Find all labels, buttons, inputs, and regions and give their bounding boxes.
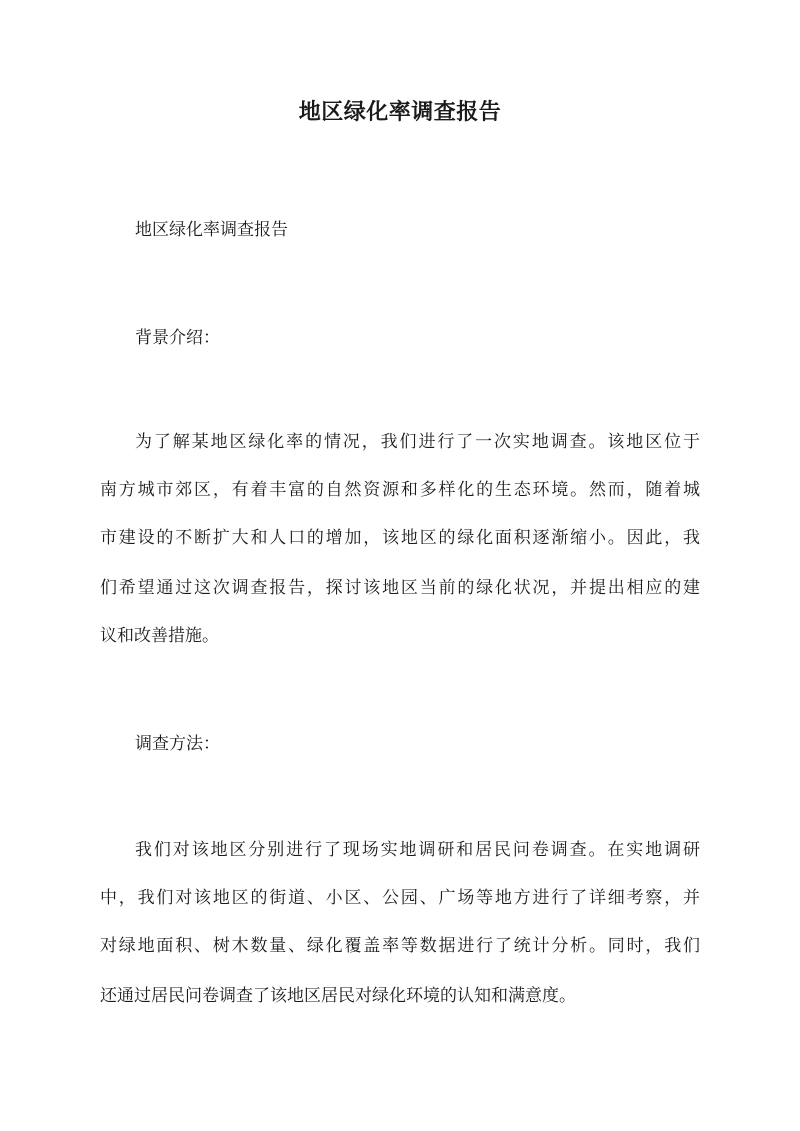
paragraph-line: 议和改善措施。 bbox=[100, 626, 219, 646]
paragraph-line: 为了解某地区绿化率的情况，我们进行了一次实地调查。该地区位于 bbox=[135, 432, 700, 452]
paragraph-line: 们希望通过这次调查报告，探讨该地区当前的绿化状况，并提出相应的建 bbox=[100, 578, 700, 598]
paragraph-line: 南方城市郊区，有着丰富的自然资源和多样化的生态环境。然而，随着城 bbox=[100, 480, 700, 500]
paragraph-line: 还通过居民问卷调查了该地区居民对绿化环境的认知和满意度。 bbox=[100, 986, 576, 1006]
section-heading-background: 背景介绍： bbox=[135, 328, 220, 348]
paragraph-line: 我们对该地区分别进行了现场实地调研和居民问卷调查。在实地调研 bbox=[135, 840, 700, 860]
paragraph-line: 中，我们对该地区的街道、小区、公园、广场等地方进行了详细考察，并 bbox=[100, 888, 700, 908]
paragraph-line: 市建设的不断扩大和人口的增加，该地区的绿化面积逐渐缩小。因此，我 bbox=[100, 528, 700, 548]
subtitle: 地区绿化率调查报告 bbox=[135, 220, 288, 240]
section-heading-method: 调查方法： bbox=[135, 734, 220, 754]
paragraph-line: 对绿地面积、树木数量、绿化覆盖率等数据进行了统计分析。同时，我们 bbox=[100, 936, 700, 956]
page-title: 地区绿化率调查报告 bbox=[298, 99, 502, 125]
